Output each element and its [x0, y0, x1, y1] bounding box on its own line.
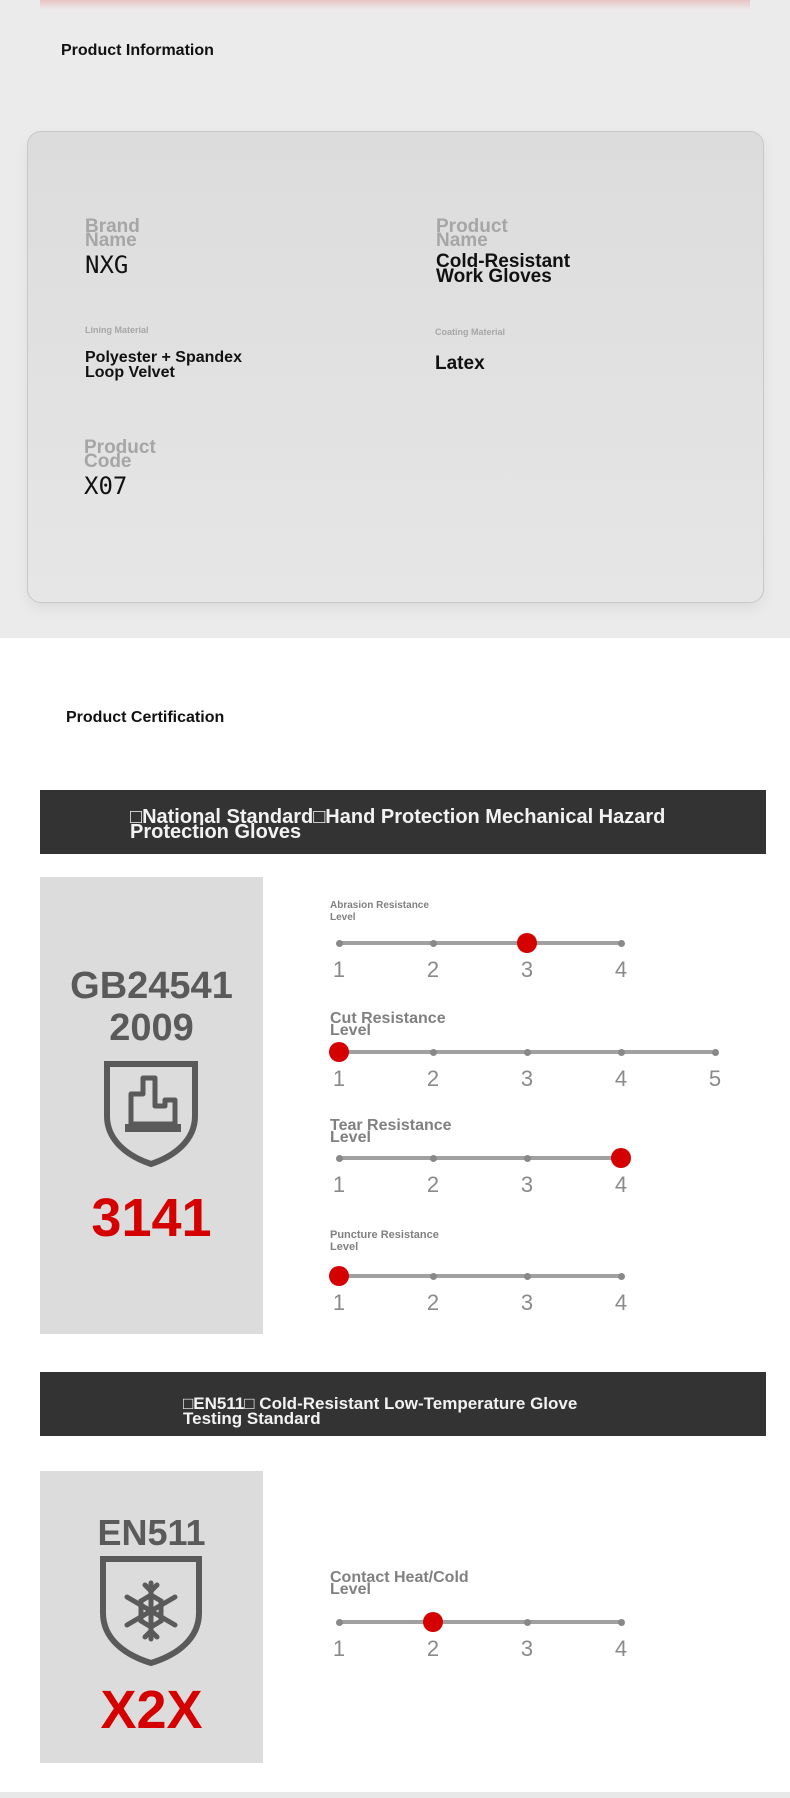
gb-scale-marker-3: [329, 1266, 349, 1286]
gb-scale-tick-3-2: [430, 1273, 437, 1280]
gb-scale-tick-1-2: [430, 1049, 437, 1056]
gb-scale-level-1-2: 2: [426, 1066, 440, 1091]
gb-scale-tick-2-1: [336, 1155, 343, 1162]
gb-scale-track-3: [339, 1274, 621, 1278]
en-scale-level-0-4: 4: [614, 1636, 628, 1661]
lining-material-label: Lining Material: [85, 325, 149, 335]
en-scale-level-0-1: 1: [332, 1636, 346, 1661]
coating-material-value: Latex: [435, 353, 485, 374]
gb-scale-track-2: [339, 1156, 621, 1160]
gb-scale-tick-3-3: [524, 1273, 531, 1280]
product-code-value: X07: [84, 472, 128, 500]
gb-scale-level-3-1: 1: [332, 1290, 346, 1315]
gb-scale-label-1: Cut Resistance Level: [330, 1010, 446, 1039]
gb-scale-level-2-4: 4: [614, 1172, 628, 1197]
gb-scale-level-1-5: 5: [708, 1066, 722, 1091]
product-code-field: [84, 437, 174, 500]
en-scale-level-0-3: 3: [520, 1636, 534, 1661]
product-information-section: [0, 0, 790, 638]
gb-scale-level-3-4: 4: [614, 1290, 628, 1315]
gb-scale-marker-0: [517, 933, 537, 953]
gb-scale-tick-1-3: [524, 1049, 531, 1056]
gb-scale-tick-2-3: [524, 1155, 531, 1162]
gb-scale-level-0-2: 2: [426, 957, 440, 982]
product-name-field: [436, 216, 606, 287]
brand-field: [85, 216, 175, 279]
en-standard-band: [40, 1372, 766, 1436]
lining-material-value: Polyester + Spandex Loop Velvet: [85, 349, 242, 381]
brand-value: NXG: [85, 251, 129, 279]
product-name-value: Cold-Resistant Work Gloves: [436, 251, 571, 287]
en-scale-tick-0-3: [524, 1619, 531, 1626]
gb-scale-tick-0-2: [430, 940, 437, 947]
en-standard-band-text: □EN511□ Cold-Resistant Low-Temperature Glove Testing Standard: [183, 1394, 578, 1428]
en-rating: X2X: [100, 1680, 203, 1740]
gb-scale-level-1-3: 3: [520, 1066, 534, 1091]
brand-label: Brand Name: [85, 216, 140, 251]
snowflake-shield-icon: [99, 1555, 203, 1667]
gb-scale-level-2-2: 2: [426, 1172, 440, 1197]
gb-scale-level-0-1: 1: [332, 957, 346, 982]
gb-scale-track-0: [339, 941, 621, 945]
gb-standard-band: [40, 790, 766, 854]
gb-code-line1: GB24541: [70, 965, 233, 1007]
gb-scale-level-2-3: 3: [520, 1172, 534, 1197]
product-name-label: Product Name: [436, 216, 508, 251]
product-code-label: Product Code: [84, 437, 156, 472]
gb-scale-level-2-1: 1: [332, 1172, 346, 1197]
gb-scale-marker-2: [611, 1148, 631, 1168]
gb-scale-level-0-4: 4: [614, 957, 628, 982]
gb-scale-label-2: Tear Resistance Level: [330, 1117, 452, 1146]
bottom-divider: [0, 1792, 790, 1798]
gb-scale-level-1-1: 1: [332, 1066, 346, 1091]
gb-scale-tick-3-4: [618, 1273, 625, 1280]
lining-material-field: [85, 325, 285, 380]
product-info-card: [27, 131, 764, 603]
top-glow-decoration: [40, 0, 750, 10]
hand-hammer-shield-icon: [103, 1060, 199, 1168]
en-scale-label-0: Contact Heat/Cold Level: [330, 1569, 469, 1598]
product-certification-title: Product Certification: [66, 709, 225, 726]
gb-scale-tick-1-5: [712, 1049, 719, 1056]
gb-scale-tick-2-2: [430, 1155, 437, 1162]
gb-scale-level-3-3: 3: [520, 1290, 534, 1315]
gb-certification-panel: [40, 877, 263, 1334]
gb-standard-band-text: □National Standard□Hand Protection Mechanical Hazard Protection Gloves: [130, 806, 666, 843]
gb-scale-level-0-3: 3: [520, 957, 534, 982]
en-scale-tick-0-4: [618, 1619, 625, 1626]
coating-material-label: Coating Material: [435, 327, 506, 337]
gb-scale-level-3-2: 2: [426, 1290, 440, 1315]
gb-scale-tick-1-4: [618, 1049, 625, 1056]
product-information-title: Product Information: [61, 42, 214, 59]
gb-scale-tick-0-4: [618, 940, 625, 947]
gb-rating: 3141: [91, 1188, 212, 1248]
gb-scale-tick-0-1: [336, 940, 343, 947]
en-code: EN511: [97, 1512, 206, 1553]
gb-scale-level-1-4: 4: [614, 1066, 628, 1091]
en-scale-track-0: [339, 1620, 621, 1624]
gb-scale-label-3: Puncture Resistance Level: [330, 1229, 439, 1253]
gb-code-line2: 2009: [109, 1007, 194, 1049]
gb-scale-label-0: Abrasion Resistance Level: [330, 900, 429, 923]
en-scale-tick-0-1: [336, 1619, 343, 1626]
gb-scale-marker-1: [329, 1042, 349, 1062]
en-certification-panel: [40, 1471, 263, 1763]
coating-material-field: [435, 327, 506, 374]
en-scale-level-0-2: 2: [426, 1636, 440, 1661]
en-scale-marker-0: [423, 1612, 443, 1632]
